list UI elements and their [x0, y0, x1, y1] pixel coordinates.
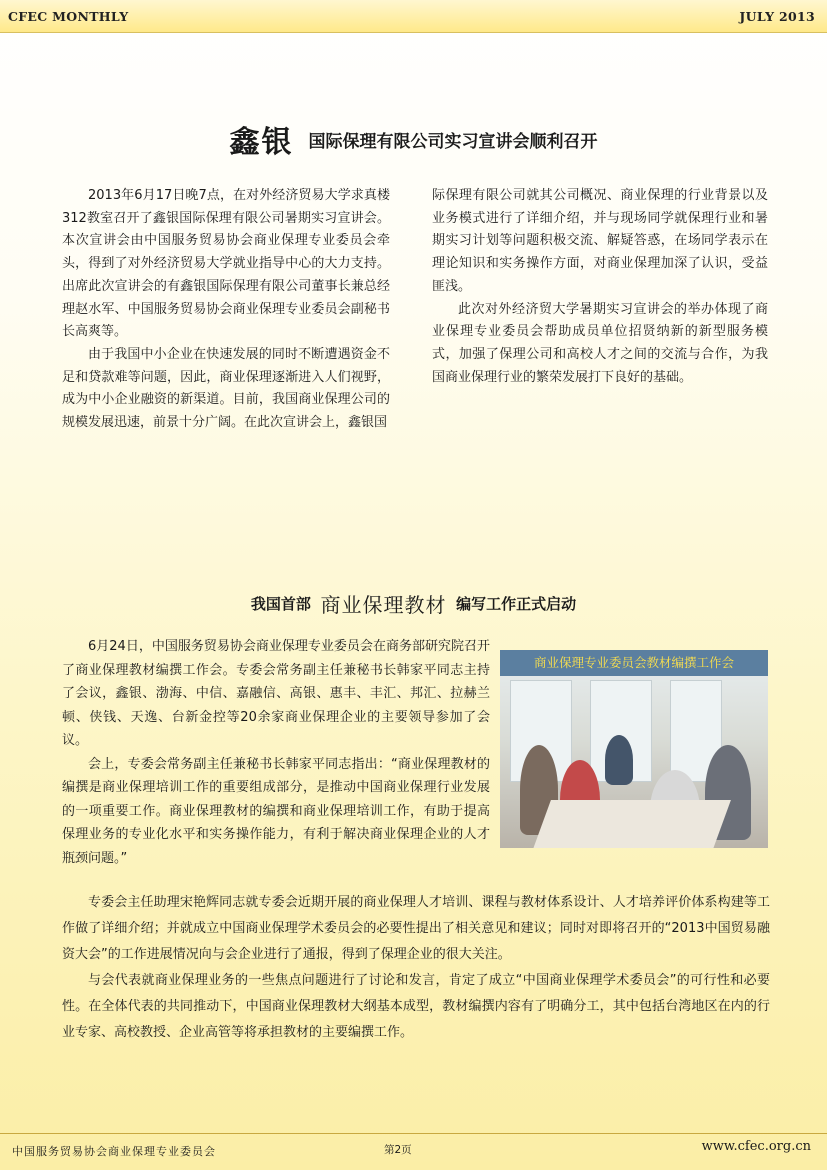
photo-table: [529, 800, 731, 848]
article1-para: 由于我国中小企业在快速发展的同时不断遭遇资金不足和贷款难等问题，因此，商业保理逐渐进入人们视野，成为中小企业融资的新渠道。目前，我国商业保理公司的规模发展迅速，前景十分广阔。在此次宣讲会上，鑫银国: [62, 346, 390, 431]
article1-left-column: [62, 185, 390, 435]
website-link[interactable]: www.cfec.org.cn: [701, 1139, 811, 1154]
publication-name: CFEC MONTHLY: [8, 9, 129, 24]
page-number: 第2页: [384, 1144, 412, 1156]
article2-para: 与会代表就商业保理业务的一些焦点问题进行了讨论和发言，肯定了成立“中国商业保理学术委员会”的可行性和必要性。在全体代表的共同推动下，中国商业保理教材大纲基本成型，教材编撰内容有了明确分工，其中包括台湾地区在内的行业专家、高校教授、企业高管等将承担教材的主要编撰工作。: [62, 973, 770, 1040]
issue-date: JULY 2013: [739, 9, 815, 24]
page-header: [0, 0, 827, 33]
article2-title-post: 编写工作正式启动: [456, 595, 577, 613]
article1-right-column: [432, 185, 768, 389]
meeting-photo: [500, 650, 768, 848]
article1-title-brand: 鑫银: [229, 125, 294, 160]
article2-column: [62, 635, 490, 870]
article1-title: [0, 117, 827, 161]
footer-organization: 中国服务贸易协会商业保理专业委员会: [12, 1145, 216, 1158]
article2-para: 6月24日，中国服务贸易协会商业保理专业委员会在商务部研究院召开了商业保理教材编撰工作会。专委会常务副主任兼秘书长韩家平同志主持了会议，鑫银、渤海、中信、嘉融信、高银、惠丰、丰汇、邦汇、拉赫兰顿、侠钱、天逸、台新金控等20余家商业保理企业的主要领导参加了会议。: [62, 639, 490, 748]
article2-title-pre: 我国首部: [250, 595, 311, 613]
article1-title-text: 国际保理有限公司实习宣讲会顺利召开: [308, 131, 598, 152]
article1-para: 2013年6月17日晚7点，在对外经济贸易大学求真楼312教室召开了鑫银国际保理有限公司暑期实习宣讲会。本次宣讲会由中国服务贸易协会商业保理专业委员会牵头，得到了对外经济贸易大学就业指导中心的大力支持。出席此次宣讲会的有鑫银国际保理有限公司董事长兼总经理赵水军、中国服务贸易协会商业保理专业委员会副秘书长高爽等。: [62, 188, 390, 340]
article2-para: 会上，专委会常务副主任兼秘书长韩家平同志指出：“商业保理教材的编撰是商业保理培训工作的重要组成部分，是推动中国商业保理行业发展的一项重要工作。商业保理教材的编撰和商业保理培训工作，有助于提高保理业务的专业化水平和实务操作能力，有利于解决商业保理企业的人才瓶颈问题。”: [62, 756, 490, 866]
footer-divider: [0, 1133, 827, 1134]
photo-person: [605, 735, 633, 785]
article1-para: 际保理有限公司就其公司概况、商业保理的行业背景以及业务模式进行了详细介绍，并与现场同学就保理行业和暑期实习计划等问题积极交流、解疑答惑，在场同学表示在理论知识和实务操作方面，对商业保理加深了认识，受益匪浅。: [432, 188, 768, 294]
photo-banner: 商业保理专业委员会教材编撰工作会: [500, 650, 768, 676]
article2-title-mid: 商业保理教材: [320, 593, 447, 617]
article2-para: 专委会主任助理宋艳辉同志就专委会近期开展的商业保理人才培训、课程与教材体系设计、人才培养评价体系构建等工作做了详细介绍；并就成立中国商业保理学术委员会的必要性提出了相关意见和建议；同时对即将召开的“2013中国贸易融资大会”的工作进展情况向与会企业进行了通报，得到了保理企业的很大关注。: [62, 895, 770, 962]
article1-para: 此次对外经济贸大学暑期实习宣讲会的举办体现了商业保理专业委员会帮助成员单位招贤纳新的新型服务模式，加强了保理公司和高校人才之间的交流与合作，为我国商业保理行业的繁荣发展打下良好的基础。: [432, 301, 768, 385]
article2-title: [0, 589, 827, 618]
article2-wide-text: [62, 890, 770, 1046]
